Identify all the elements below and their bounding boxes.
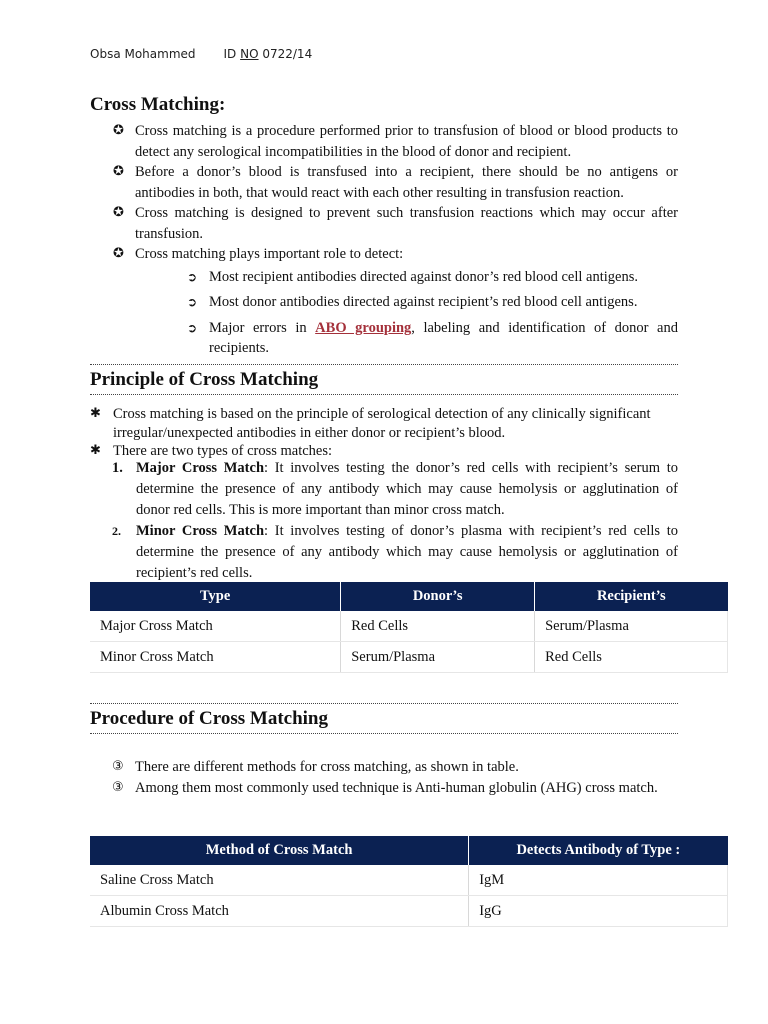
section-divider	[90, 394, 678, 395]
table-cell: Albumin Cross Match	[90, 896, 469, 927]
arrow-right-icon: ➲	[187, 269, 198, 284]
list-item: ✪ Cross matching is designed to prevent such transfusion reactions which may occur after transfusion.	[113, 205, 678, 242]
procedure-bullets	[90, 757, 678, 798]
bullet-star-icon: ✪	[113, 205, 124, 220]
table-row	[90, 896, 728, 927]
numbered-item: 2. Minor Cross Match: It involves testing of donor’s plasma with recipient’s red cells to determine the presence of any antibody which may cause hemolysis or agglutination of recipient’s red cells.	[112, 523, 678, 581]
bullet-star-icon: ✪	[113, 164, 124, 179]
table-cell: Major Cross Match	[90, 611, 341, 642]
detect-sub-list	[135, 267, 678, 358]
table-cell: IgG	[469, 896, 728, 927]
table-cell: Serum/Plasma	[535, 611, 728, 642]
asterisk-icon: ✱	[90, 406, 101, 421]
bullet-star-icon: ✪	[113, 246, 124, 261]
cross-match-type-table	[90, 582, 728, 673]
cross-matching-bullets	[90, 121, 678, 363]
circled-three-icon: ③	[112, 759, 124, 774]
author-name: Obsa Mohammed	[90, 47, 196, 61]
arrow-right-icon: ➲	[187, 320, 198, 335]
section-divider	[90, 364, 678, 365]
table-header: Recipient’s	[535, 582, 728, 611]
arrow-right-icon: ➲	[187, 295, 198, 309]
section-divider	[90, 733, 678, 734]
list-item: ✱ There are two types of cross matches:	[90, 443, 333, 459]
table-header-row	[90, 836, 728, 865]
page-header	[90, 47, 312, 61]
bullet-star-icon: ✪	[113, 123, 124, 138]
table-cell: Red Cells	[535, 642, 728, 673]
cross-match-types-list	[90, 458, 678, 585]
table-cell: Serum/Plasma	[341, 642, 535, 673]
section-title-principle: Principle of Cross Matching	[90, 369, 319, 390]
table-header-row	[90, 582, 728, 611]
table-header: Type	[90, 582, 341, 611]
table-cell: Minor Cross Match	[90, 642, 341, 673]
table-row	[90, 611, 728, 642]
sub-list-item: ➲ Most recipient antibodies directed against donor’s red blood cell antigens.	[187, 268, 638, 285]
table-header: Detects Antibody of Type :	[469, 836, 728, 865]
sub-list-item: ➲ Major errors in ABO grouping, labeling and identification of donor and recipients.	[187, 319, 678, 356]
table-header: Donor’s	[341, 582, 535, 611]
asterisk-icon: ✱	[90, 443, 101, 458]
list-item: ③ Among them most commonly used technique is Anti-human globulin (AHG) cross match.	[90, 778, 678, 799]
list-item: ✱ Cross matching is based on the principle of serological detection of any clinically significant irregular/unexpected antibodies in either donor or recipient’s blood.	[90, 406, 651, 441]
table-header: Method of Cross Match	[90, 836, 469, 865]
table-row	[90, 865, 728, 896]
circled-three-icon: ③	[112, 779, 124, 795]
section-divider	[90, 703, 678, 704]
sub-list-item: ➲ Most donor antibodies directed against recipient’s red blood cell antigens.	[187, 294, 638, 310]
section-title-cross-matching: Cross Matching:	[90, 94, 226, 115]
numbered-item: 1. Major Cross Match: It involves testing the donor’s red cells with recipient’s serum to determine the presence of any antibody which may cause hemolysis or agglutination of donor red cells. This is more important than minor cross match.	[112, 460, 678, 518]
list-item: ✪ Cross matching is a procedure performed prior to transfusion of blood or blood products to detect any serological incompatibilities in the blood of donor and recipient.	[113, 123, 678, 160]
list-item: ③ There are different methods for cross matching, as shown in table.	[90, 757, 678, 778]
author-id: ID NO 0722/14	[223, 47, 313, 61]
table-cell: Saline Cross Match	[90, 865, 469, 896]
table-row	[90, 642, 728, 673]
table-cell: IgM	[469, 865, 728, 896]
table-cell: Red Cells	[341, 611, 535, 642]
principle-bullets	[90, 405, 678, 461]
abo-grouping-link[interactable]: ABO grouping	[315, 319, 412, 336]
list-item: ✪ Before a donor’s blood is transfused into a recipient, there should be no antigens or antibodies in both, that would react with each other resulting in transfusion reaction.	[113, 164, 678, 201]
list-item: ✪ Cross matching plays important role to detect: ➲ Most recipient antibodies directed against donor’s red blood cell antigens. ➲ Most donor antibodies directed against recipient’s red blood cell antigens. ➲ Major errors in ABO grouping, labeling and identification of donor and recipients.	[113, 246, 678, 356]
method-table	[90, 836, 728, 927]
section-title-procedure: Procedure of Cross Matching	[90, 708, 329, 729]
